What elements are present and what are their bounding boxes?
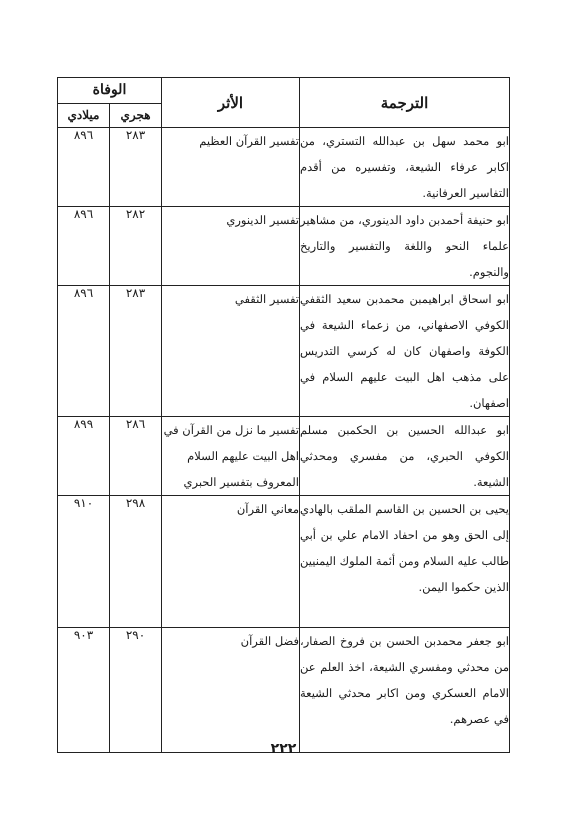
- miladi-cell: ٨٩٦: [58, 207, 110, 286]
- header-hijri: هجري: [110, 103, 162, 128]
- work-cell: تفسير ما نزل من القرآن في اهل البيت عليهم السلام المعروف بتفسير الحبري: [162, 417, 300, 496]
- biography-table: [57, 77, 510, 753]
- table-row: [58, 417, 510, 496]
- miladi-cell: ٩١٠: [58, 496, 110, 628]
- table-row: [58, 628, 510, 753]
- miladi-cell: ٨٩٩: [58, 417, 110, 496]
- hijri-cell: ٢٨٣: [110, 286, 162, 417]
- hijri-cell: ٢٨٣: [110, 128, 162, 207]
- bio-cell: ابو حنيفة أحمدبن داود الدينوري، من مشاهير علماء النحو واللغة والتفسير والتاريخ والنجوم.: [300, 207, 510, 286]
- work-cell: معاني القرآن: [162, 496, 300, 628]
- work-cell: تفسير الدينوري: [162, 207, 300, 286]
- header-wafat: الوفاة: [58, 78, 162, 104]
- header-miladi: ميلادي: [58, 103, 110, 128]
- table-row: [58, 128, 510, 207]
- bio-cell: ابو محمد سهل بن عبدالله التستري، من اكابر عرفاء الشيعة، وتفسيره من أقدم التفاسير العرفانية.: [300, 128, 510, 207]
- bio-cell: ابو اسحاق ابراهيمبن محمدبن سعيد الثقفي الكوفي الاصفهاني، من زعماء الشيعة في الكوفة واصفهان كان له كرسي التدريس على مذهب اهل البيت عليهم السلام في اصفهان.: [300, 286, 510, 417]
- table-row: [58, 286, 510, 417]
- bio-cell: ابو جعفر محمدبن الحسن بن فروخ الصفار، من محدثي ومفسري الشيعة، اخذ العلم عن الامام العسكري ومن اكابر محدثي الشيعة في عصرهم.: [300, 628, 510, 753]
- bio-cell: يحيى بن الحسين بن القاسم الملقب بالهادي إلى الحق وهو من احفاد الامام علي بن أبي طالب عليه السلام ومن أئمة الملوك اليمنيين الذين حكموا اليمن.: [300, 496, 510, 628]
- hijri-cell: ٢٨٦: [110, 417, 162, 496]
- work-cell: فضل القرآن: [162, 628, 300, 753]
- header-athar: الأثر: [162, 78, 300, 128]
- hijri-cell: ٢٨٢: [110, 207, 162, 286]
- miladi-cell: ٨٩٦: [58, 128, 110, 207]
- header-tarjama: الترجمة: [300, 78, 510, 128]
- table-row: [58, 496, 510, 628]
- table-row: [58, 207, 510, 286]
- bio-cell: ابو عبدالله الحسين بن الحكمبن مسلم الكوفي الحبري، من مفسري ومحدثي الشيعة.: [300, 417, 510, 496]
- work-cell: تفسير الثقفي: [162, 286, 300, 417]
- miladi-cell: ٩٠٣: [58, 628, 110, 753]
- miladi-cell: ٨٩٦: [58, 286, 110, 417]
- page-number: ٢٢٢: [270, 741, 297, 757]
- hijri-cell: ٢٩٨: [110, 496, 162, 628]
- work-cell: تفسير القرآن العظيم: [162, 128, 300, 207]
- hijri-cell: ٢٩٠: [110, 628, 162, 753]
- header-row: [58, 78, 510, 104]
